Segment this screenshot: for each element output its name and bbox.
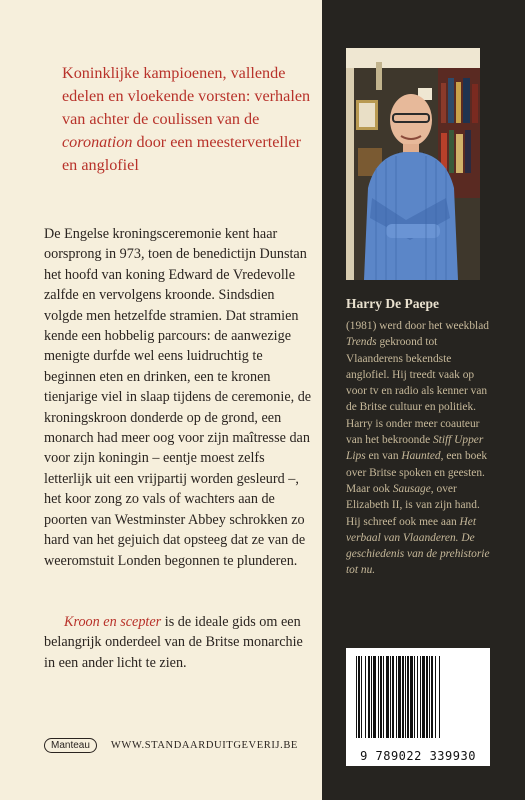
barcode-bar	[356, 656, 357, 738]
barcode-bars	[346, 648, 490, 744]
barcode-bar	[392, 656, 394, 738]
barcode-bar	[405, 656, 406, 738]
barcode-bar	[398, 656, 401, 738]
author-photo	[346, 48, 480, 280]
bio-paragraph-1	[346, 318, 496, 416]
closing-text: is de ideale gids om een belangrijk onderdeel van de Britse monarchie in een ander licht te zien.	[44, 614, 303, 671]
barcode-bar	[410, 656, 413, 738]
barcode-bar	[407, 656, 409, 738]
blurb-paragraph	[44, 224, 312, 571]
barcode-bar	[386, 656, 389, 738]
closing-paragraph	[44, 612, 312, 673]
isbn-number: 9 789022 339930	[360, 749, 476, 763]
bio-trends: Trends	[346, 336, 377, 349]
bio-text-2: gekroond tot Vlaanderens bekendste anglofiel. Hij treedt vaak op voor tv en radio als kenner van de Britse cultuur en politiek.	[346, 336, 488, 414]
blurb-text: De Engelse kroningsceremonie kent haar oorsprong in 973, toen de benedictijn Dunstan het hoofd van koning Edward de Vredevolle zalfde en vervolgens kroonde. Sindsdien volgde men hetzelfde stramien. Dat stramien kende een hobbelig parcours: de aanwezige menigte durfde wel eens luidruchtig te beginnen eten en drinken, een te kronen tienjarige viel in slaap tijdens de ceremonie, de kroningskroon donderde op de grond, een monarch had meer oog voor zijn maîtresse dan voor zijn koningin – eentje moest zelfs letterlijk uit een vrijpartij worden gesleurd –, het koor zong zo vals of wachters aan de poorten van Westminster Abbey schrokken zo hard van het gejuich dat opsteeg dat ze van de weeromstuit Londen begonnen te plunderen.	[44, 226, 312, 569]
barcode-bar	[371, 656, 372, 738]
barcode-bar	[358, 656, 360, 738]
bio-text-6: , over Elizabeth II, is van zijn hand. Hij schreef ook mee aan	[346, 482, 480, 528]
bio-book-2: Haunted	[401, 450, 441, 463]
barcode-bar	[365, 656, 366, 738]
barcode-bar	[426, 656, 428, 738]
barcode-bar	[439, 656, 440, 738]
publisher-url: WWW.STANDAARDUITGEVERIJ.BE	[110, 739, 298, 751]
bio-book-3: Sausage	[392, 482, 431, 495]
bio-text-5: , een boek over Britse spoken en geesten. Maar ook	[346, 450, 488, 495]
tagline-italic: coronation	[62, 133, 133, 151]
bio-text-4: en van	[365, 450, 402, 463]
barcode-bar	[390, 656, 391, 738]
barcode-bar	[417, 656, 418, 738]
barcode-bar	[422, 656, 425, 738]
publisher-name: Manteau	[51, 739, 90, 751]
barcode-bar	[402, 656, 404, 738]
tagline-text-1: Koninklijke kampioenen, vallende edelen en vloekende vorsten: verhalen van achter de coulissen van de	[62, 64, 311, 128]
barcode-bar	[420, 656, 421, 738]
author-name: Harry De Paepe	[346, 296, 439, 311]
barcode-bar	[383, 656, 384, 738]
barcode-bar	[435, 656, 436, 738]
barcode-bar	[373, 656, 376, 738]
barcode-bar	[361, 656, 362, 738]
isbn-barcode	[346, 648, 490, 766]
tagline-text-2: door een meesterverteller en anglofiel	[62, 133, 301, 174]
bio-book-4: Het verbaal van Vlaanderen. De geschiedenis van de prehistorie tot nu.	[346, 515, 490, 577]
bio-book-1: Stiff Upper Lips	[346, 434, 484, 463]
barcode-bar	[414, 656, 415, 738]
barcode-bar	[378, 656, 379, 738]
barcode-bar	[429, 656, 430, 738]
author-portrait-image	[346, 48, 480, 280]
book-title-reference: Kroon en scepter	[64, 614, 162, 630]
bio-paragraph-2	[346, 416, 496, 579]
manteau-logo	[44, 738, 97, 753]
tagline	[62, 62, 314, 177]
bio-text-1: (1981) werd door het weekblad	[346, 320, 489, 332]
barcode-bar	[368, 656, 370, 738]
barcode-bar	[431, 656, 433, 738]
barcode-bar	[396, 656, 397, 738]
author-bio	[346, 318, 496, 579]
barcode-bar	[380, 656, 382, 738]
bio-text-3: Harry is onder meer coauteur van het bekroonde	[346, 417, 480, 447]
publisher-footer	[44, 734, 314, 756]
